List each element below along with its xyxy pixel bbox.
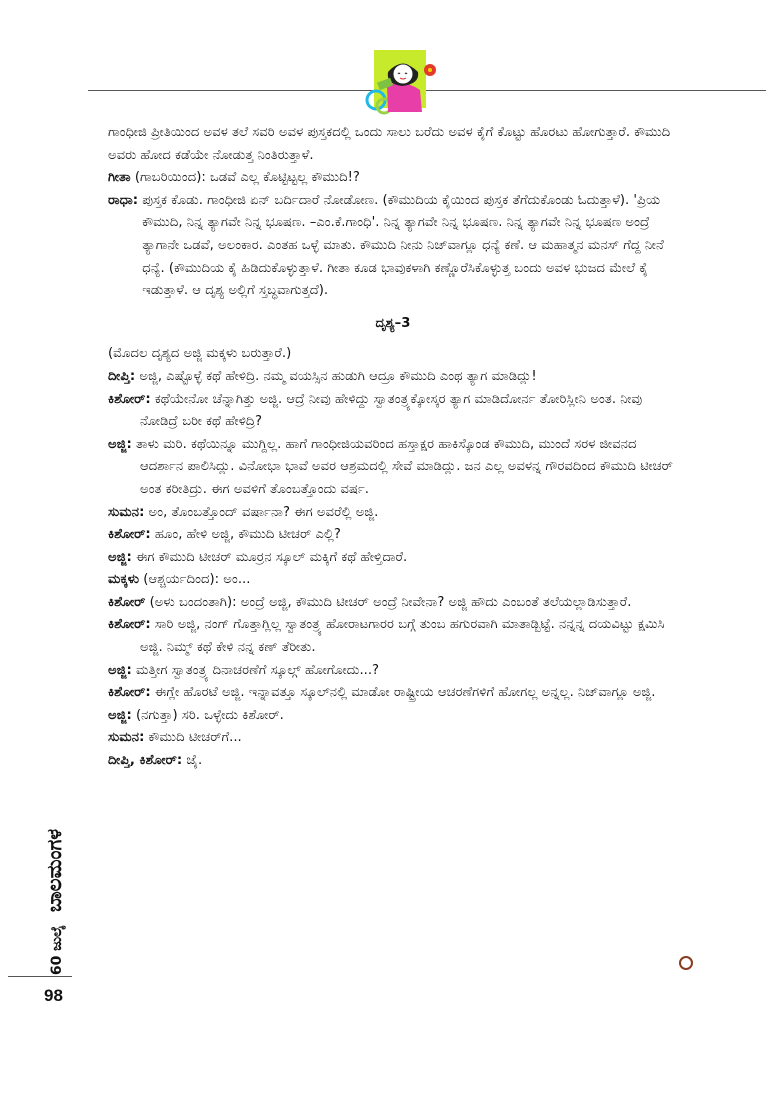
speaker-name: ಮಕ್ಕಳು [108, 572, 140, 588]
dialogue-text: ಪುಸ್ತಕ ಕೊಡು. ಗಾಂಧೀಜಿ ಏನ್ ಬರ್ದಿದಾರೆ ನೋಡೋಣ. (ಕೌಮುದಿಯ ಕೈಯಿಂದ ಪುಸ್ತಕ ತೆಗೆದುಕೊಂಡು ಓದುತ್ತಾಳೆ). 'ಪ್ರಿಯ ಕೌಮುದಿ, ನಿನ್ನ ತ್ಯಾಗವೇ ನಿನ್ನ ಭೂಷಣ. –ಎಂ.ಕೆ.ಗಾಂಧಿ'. ನಿನ್ನ ತ್ಯಾಗವೇ ನಿನ್ನ ಭೂಷಣ. ನಿನ್ನ ತ್ಯಾಗವೇ ನಿನ್ನ ಭೂಷಣ ಅಂದ್ರೆ ತ್ಯಾಗಾನೇ ಒಡವೆ, ಅಲಂಕಾರ. ಎಂತಹ ಒಳ್ಳೆ ಮಾತು. ಕೌಮುದಿ ನೀನು ನಿಜ್‌ವಾಗ್ಲೂ ಧನ್ಯೆ ಕಣೆ. ಆ ಮಹಾತ್ಮನ ಮನಸ್ ಗೆದ್ದ ನೀನೆ ಧನ್ಯೆ. (ಕೌಮುದಿಯ ಕೈ ಹಿಡಿದುಕೊಳ್ಳುತ್ತಾಳೆ. ಗೀತಾ ಕೂಡ ಭಾವುಕಳಾಗಿ ಕಣ್ಣೊರೆಸಿಕೊಳ್ಳುತ್ತ ಬಂದು ಅವಳ ಭುಜದ ಮೇಲೆ ಕೈ ಇಡುತ್ತಾಳೆ. ಆ ದೃಶ್ಯ ಅಲ್ಲಿಗೆ ಸ್ತಬ್ಧವಾಗುತ್ತದೆ). [142, 192, 664, 299]
speaker-name: ಕಿಶೋರ್: [108, 527, 151, 543]
footer-rule [8, 976, 72, 977]
speaker-name: ಕಿಶೋರ್: [108, 685, 151, 701]
speaker-name: ಅಜ್ಜಿ: [108, 662, 132, 678]
dialogue-text: (ಗಾಬರಿಯಿಂದ): ಒಡವೆ ಎಲ್ಲ ಕೊಟ್ಟಿಟ್ಟಲ್ಲ ಕೌಮುದಿ!? [134, 170, 360, 186]
speaker-name: ದೀಪ್ತಿ: [108, 368, 136, 384]
magazine-side-label [28, 808, 80, 996]
speaker-name: ದೀಪ್ತಿ, ಕಿಶೋರ್: [108, 753, 183, 769]
magazine-name: ಬಾಲಮಂಗಳ [42, 828, 66, 913]
page-text [108, 122, 678, 773]
dialogue-text: ಈಗ ಕೌಮುದಿ ಟೀಚರ್ ಮೂರ್ರನ ಸ್ಕೂಲ್ ಮಕ್ಕಿಗೆ ಕಥೆ ಹೇಳ್ತಿದಾರೆ. [135, 549, 408, 565]
ring-bullet-icon [679, 956, 693, 970]
scene-heading: ದೃಶ್ಯ–3 [375, 315, 411, 331]
speaker-name: ಕಿಶೋರ್: [108, 617, 151, 633]
dialogue-text: ಕೌಮುದಿ ಟೀಚರ್‌ಗೆ... [148, 730, 242, 746]
dialogue-text: ಜೈ. [186, 753, 203, 769]
dialogue-text: ಅಂ, ತೊಂಬತ್ತೊಂದ್ ವರ್ಷಾನಾ? ಈಗ ಅವರೆಲ್ಲಿ ಅಜ್ಜಿ. [148, 504, 379, 520]
dialogue-text: ಹೂಂ, ಹೇಳಿ ಅಜ್ಜಿ, ಕೌಮುದಿ ಟೀಚರ್ ಎಲ್ಲಿ? [154, 527, 341, 543]
dialogue-text: ತಾಳು ಮರಿ. ಕಥೆಯಿನ್ನೂ ಮುಗ್ದಿಲ್ಲ. ಹಾಗೆ ಗಾಂಧೀಜಿಯವರಿಂದ ಹಸ್ತಾಕ್ಷರ ಹಾಕಿಸ್ಕೊಂಡ ಕೌಮುದಿ, ಮುಂದೆ ಸರಳ ಜೀವನದ ಆದರ್ಶಾನ ಪಾಲಿಸಿದ್ಲು. ವಿನೋಭಾ ಭಾವೆ ಅವರ ಆಶ್ರಮದಲ್ಲಿ ಸೇವೆ ಮಾಡಿದ್ಲು. ಜನ ಎಲ್ಲ ಅವಳನ್ನ ಗೌರವದಿಂದ ಕೌಮುದಿ ಟೀಚರ್ ಅಂತ ಕರೀತಿದ್ರು. ಈಗ ಅವಳಿಗೆ ತೊಂಬತ್ತೊಂದು ವರ್ಷ. [135, 436, 673, 497]
dialogue-text: ಕಥೆಯೇನೋ ಚೆನ್ನಾಗಿತ್ತು ಅಜ್ಜಿ. ಆದ್ರೆ ನೀವು ಹೇಳಿದ್ದು ಸ್ವಾತಂತ್ರ್ಯಕ್ಕೋಸ್ಕರ ತ್ಯಾಗ ಮಾಡಿದೋರ್ನ ತೋರಿಸ್ಲೀನಿ ಅಂತ. ನೀವು ನೋಡಿದ್ರೆ ಬರೀ ಕಥೆ ಹೇಳಿದ್ರಿ? [140, 391, 643, 430]
dialogue-text: (ಆಶ್ಚರ್ಯದಿಂದ): ಅಂ... [143, 572, 251, 588]
issue-month: ಜುಲೈ [49, 924, 65, 951]
dialogue-text: (ಅಳು ಬಂದಂತಾಗಿ): ಅಂದ್ರೆ ಅಜ್ಜಿ, ಕೌಮುದಿ ಟೀಚರ್ ಅಂದ್ರೆ ನೀವೇನಾ? ಅಜ್ಜಿ ಹೌದು ಎಂಬಂತೆ ತಲೆಯಲ್ಲಾಡಿಸುತ್ತಾರೆ. [149, 594, 632, 610]
stage-direction: (ಮೊದಲ ದೃಶ್ಯದ ಅಜ್ಜಿ ಮಕ್ಕಳು ಬರುತ್ತಾರೆ.) [108, 346, 292, 362]
dialogue-radha [108, 190, 678, 303]
girl-reading-logo [362, 50, 444, 116]
speaker-name: ಸುಮನ: [108, 504, 145, 520]
speaker-name: ಸುಮನ: [108, 730, 145, 746]
speaker-name: ಅಜ್ಜಿ: [108, 549, 132, 565]
speaker-name: ಅಜ್ಜಿ: [108, 436, 132, 452]
dialogue-text: ಈಗ್ಲೇ ಹೊರಟೆ ಅಜ್ಜಿ. ಇನ್ನಾವತ್ತೂ ಸ್ಕೂಲ್‌ನಲ್ಲಿ ಮಾಡೋ ರಾಷ್ಟ್ರೀಯ ಆಚರಣೆಗಳಿಗೆ ಹೋಗಲ್ಲ ಅನ್ನಲ್ಲ. ನಿಜ್‌ವಾಗ್ಲೂ ಅಜ್ಜಿ. [154, 685, 656, 701]
volume-number: 60 [49, 955, 65, 976]
dialogue-text: ಅಜ್ಜಿ, ಎಷ್ಟೊಳ್ಳೆ ಕಥೆ ಹೇಳಿದ್ರಿ. ನಮ್ಮ ವಯಸ್ಸಿನ ಹುಡುಗಿ ಆದ್ರೂ ಕೌಮುದಿ ಎಂಥ ತ್ಯಾಗ ಮಾಡಿದ್ಲು! [139, 368, 537, 384]
speaker-name: ರಾಧಾ: [108, 192, 139, 208]
dialogue-text: ಸಾರಿ ಅಜ್ಜಿ, ನಂಗ್ ಗೊತ್ತಾಗ್ಲಿಲ್ಲ ಸ್ವಾತಂತ್ರ್ಯ ಹೋರಾಟಗಾರರ ಬಗ್ಗೆ ತುಂಬ ಹಗುರವಾಗಿ ಮಾತಾಡ್ಬಿಟ್ಟೆ. ನನ್ನನ್ನ ದಯವಿಟ್ಟು ಕ್ಷಮಿಸಿ ಅಜ್ಜಿ. ನಿಮ್ಮ್ ಕಥೆ ಕೇಳಿ ನನ್ನ ಕಣ್ ತೆರೀತು. [140, 617, 665, 656]
speaker-name: ಗೀತಾ [108, 170, 131, 186]
speaker-name: ಕಿಶೋರ್ [108, 594, 146, 610]
page-number: 98 [44, 986, 63, 1005]
speaker-name: ಅಜ್ಜಿ: [108, 707, 132, 723]
dialogue-text: ಮತ್ತೀಗ ಸ್ವಾತಂತ್ರ್ಯ ದಿನಾಚರಣೆಗೆ ಸ್ಕೂಲ್ಗ್ ಹೋಗೋದು...? [135, 662, 380, 678]
narration-paragraph: ಗಾಂಧೀಜಿ ಪ್ರೀತಿಯಿಂದ ಅವಳ ತಲೆ ಸವರಿ ಅವಳ ಪುಸ್ತಕದಲ್ಲಿ ಒಂದು ಸಾಲು ಬರೆದು ಅವಳ ಕೈಗೆ ಕೊಟ್ಟು ಹೊರಟು ಹೋಗುತ್ತಾರೆ. ಕೌಮುದಿ ಅವರು ಹೋದ ಕಡೆಯೇ ನೋಡುತ್ತ ನಿಂತಿರುತ್ತಾಳೆ. [108, 125, 671, 163]
speaker-name: ಕಿಶೋರ್: [108, 391, 151, 407]
dialogue-text: (ನಗುತ್ತಾ) ಸರಿ. ಒಳ್ಳೇದು ಕಿಶೋರ್. [135, 707, 284, 723]
